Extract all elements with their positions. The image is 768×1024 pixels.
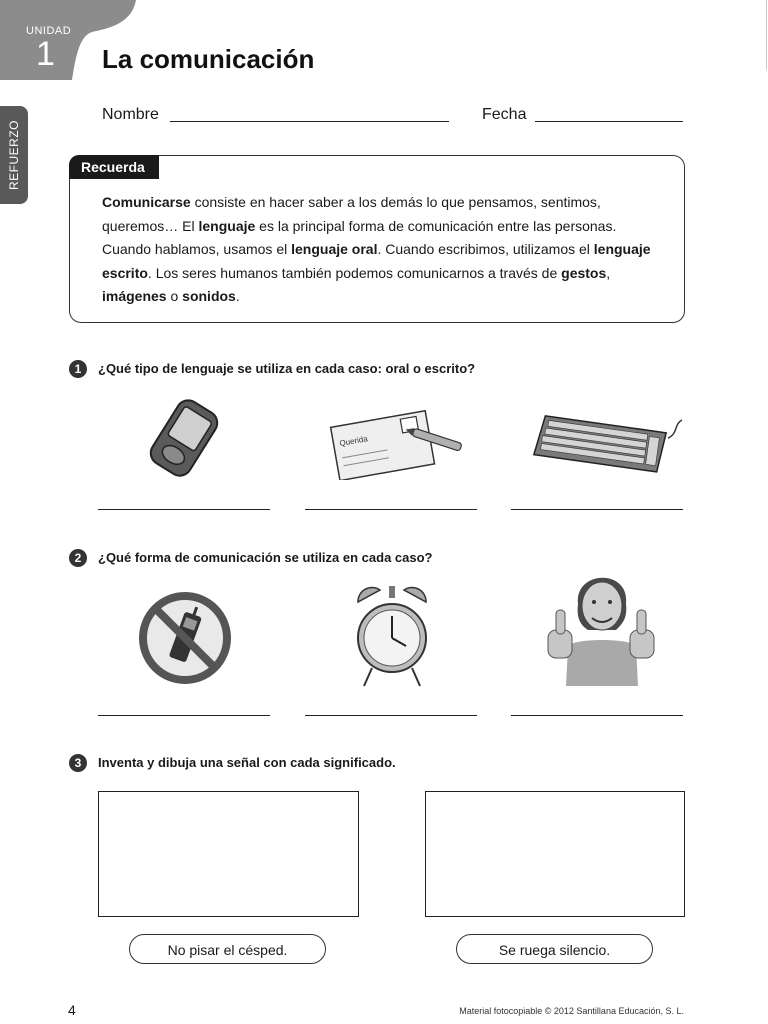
caption-silencio: Se ruega silencio. — [456, 934, 653, 964]
recuerda-keyword: lenguaje oral — [291, 241, 378, 257]
recuerda-fragment: . Cuando escribimos, utilizamos el — [377, 241, 594, 257]
recuerda-text — [102, 191, 662, 309]
side-tab-label: REFUERZO — [7, 120, 21, 190]
answer-line[interactable] — [98, 715, 270, 716]
postcard-icon — [326, 404, 470, 480]
keyboard-icon — [532, 404, 692, 482]
page-number: 4 — [68, 1002, 76, 1018]
answer-line[interactable] — [305, 509, 477, 510]
question-number: 1 — [69, 360, 87, 378]
question-text: Inventa y dibuja una señal con cada significado. — [98, 755, 396, 770]
recuerda-tag: Recuerda — [69, 155, 159, 179]
unit-number: 1 — [36, 35, 55, 73]
no-phone-sign-icon — [138, 591, 232, 685]
name-label: Nombre — [102, 106, 159, 123]
recuerda-fragment: es la principal forma de comunicación entre las personas. Cuando hablamos, usamos el — [102, 217, 617, 257]
drawing-box-left[interactable] — [98, 791, 359, 917]
question-text: ¿Qué forma de comunicación se utiliza en cada caso? — [98, 550, 433, 565]
side-tab — [0, 106, 28, 204]
date-field[interactable] — [535, 121, 683, 122]
alarm-clock-icon — [352, 580, 432, 690]
unit-label: UNIDAD — [26, 25, 72, 37]
answer-line[interactable] — [511, 715, 683, 716]
question-text: ¿Qué tipo de lenguaje se utiliza en cada caso: oral o escrito? — [98, 361, 476, 376]
recuerda-fragment: consiste en hacer saber a los demás lo que pensamos, sentimos, queremos… El — [102, 194, 601, 234]
recuerda-keyword: imágenes — [102, 288, 167, 304]
mobile-phone-icon — [138, 398, 230, 478]
page-title: La comunicación — [102, 44, 315, 74]
recuerda-fragment: . — [235, 288, 240, 304]
recuerda-keyword: lenguaje escrito — [102, 241, 651, 281]
recuerda-keyword: gestos — [561, 264, 607, 281]
recuerda-keyword: lenguaje — [198, 217, 256, 234]
postcard-text: Querida — [338, 434, 369, 449]
recuerda-keyword: sonidos — [182, 288, 236, 304]
date-label: Fecha — [482, 106, 527, 123]
name-field[interactable] — [170, 121, 449, 122]
recuerda-fragment: , — [606, 264, 611, 281]
recuerda-keyword: Comunicarse — [102, 194, 191, 210]
drawing-box-right[interactable] — [425, 791, 685, 917]
answer-line[interactable] — [305, 715, 477, 716]
caption-no-pisar: No pisar el césped. — [129, 934, 326, 964]
copyright-text: Material fotocopiable © 2012 Santillana Educación, S. L. — [459, 1006, 684, 1016]
answer-line[interactable] — [98, 509, 270, 510]
girl-thumbs-up-icon — [544, 560, 660, 686]
recuerda-fragment: . Los seres humanos también podemos comunicarnos a través de — [147, 264, 562, 281]
page-edge — [766, 0, 767, 70]
answer-line[interactable] — [511, 509, 683, 510]
question-number: 3 — [69, 754, 87, 772]
recuerda-fragment: o — [166, 288, 183, 304]
question-number: 2 — [69, 549, 87, 567]
